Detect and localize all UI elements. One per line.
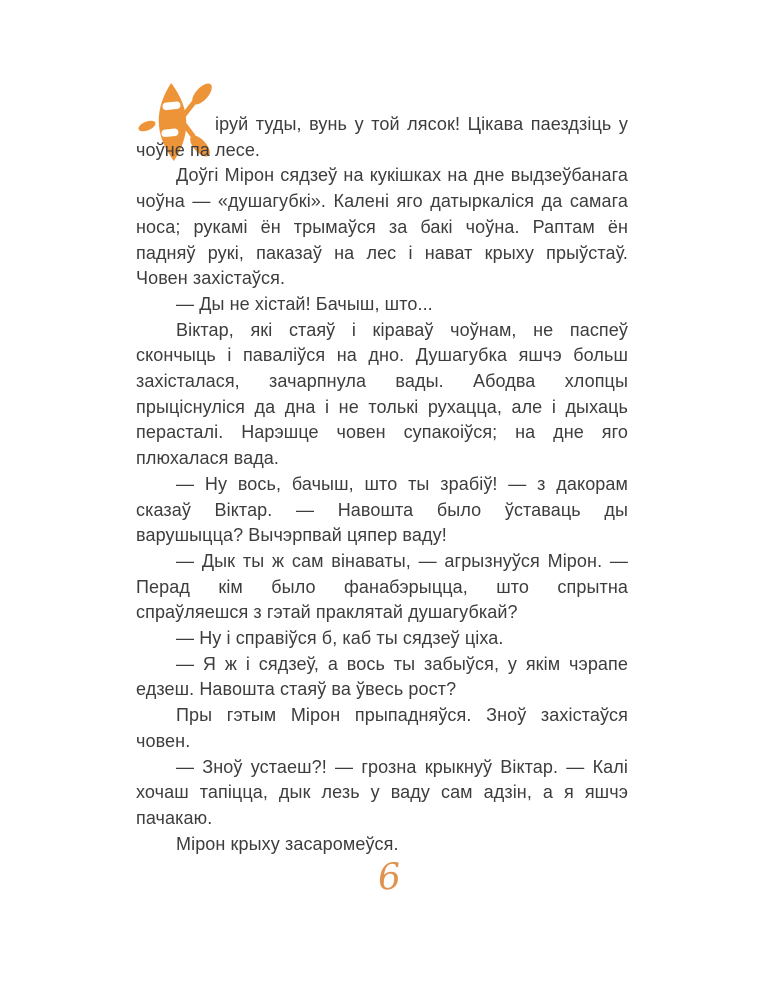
page-text (136, 112, 628, 857)
paragraph-4: Віктар, які стаяў і кіраваў чоўнам, не паспеў скончыць і паваліўся на дно. Душагубка яшчэ больш захісталася, зачарпнула вады. Абодва хлопцы прыціснуліся да дна і не толькі рухацца, але і дыхаць перасталі. Нарэшце човен супакоіўся; на дне яго плюхалася вада. (136, 319, 628, 469)
paragraph-1: іруй туды, вунь у той лясок! Цікава паездзіць у чоўне па лесе. (136, 114, 628, 160)
paragraph-2: Доўгі Мірон сядзеў на кукішках на дне выдзеўбанага чоўна — «душагубкі». Калені яго датыркаліся да самага носа; рукамі ён трымаўся за бакі чоўна. Раптам ён падняў рукі, паказаў на лес і нават крыху прыўстаў. Човен захістаўся. (136, 165, 628, 289)
page-number: 6 (376, 856, 403, 899)
paragraph-11: Мірон крыху засаромеўся. (176, 833, 399, 854)
paragraph-8: — Я ж і сядзеў, а вось ты забыўся, у якім чэрапе едзеш. Навошта стаяў ва ўвесь рост? (136, 653, 628, 700)
paragraph-9: Пры гэтым Мірон прыпадняўся. Зноў захістаўся човен. (136, 705, 628, 751)
paragraph-5: — Ну вось, бачыш, што ты зрабіў! — з дакорам сказаў Віктар. — Навошта было ўставаць ды варушыцца? Вычэрпвай цяпер ваду! (136, 473, 628, 546)
paragraph-3: — Ды не хістай! Бачыш, што... (176, 293, 433, 314)
paragraph-10: — Зноў устаеш?! — грозна крыкнуў Віктар. — Калі хочаш тапіцца, дык лезь у ваду сам адзін, а я яшчэ пачакаю. (136, 756, 628, 828)
paragraph-6: — Дык ты ж сам вінаваты, — агрызнуўся Мірон. — Перад кім было фанабэрыцца, што спрытна спраўляешся з гэтай праклятай душагубкай? (136, 550, 628, 623)
paragraph-7: — Ну і справіўся б, каб ты сядзеў ціха. (176, 628, 504, 649)
